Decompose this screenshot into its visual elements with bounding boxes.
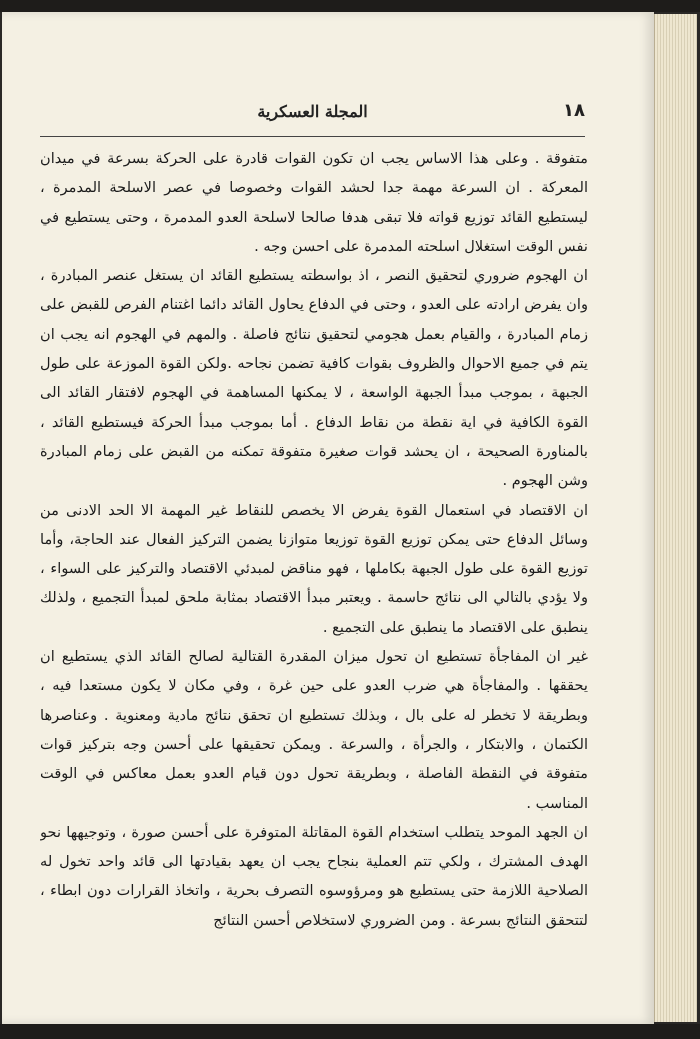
paragraph: ان الجهد الموحد يتطلب استخدام القوة المقاتلة المتوفرة على أحسن صورة ، وتوجيهها نحو الهدف المشترك ، ولكي تتم العملية بنجاح يجب ان يعهد بقيادتها الى قائد واحد تخول له الصلاحية اللازمة حتى يستطيع هو ومرؤوسوه التصرف بحرية ، واتخاذ القرارات دون ابطاء ، لتتحقق النتائج بسرعة . ومن الضروري لاستخلاص أحسن النتائج: [40, 823, 588, 929]
page-stack-edge: [654, 14, 697, 1022]
journal-title: المجلة العسكرية: [257, 102, 368, 121]
running-header: [40, 100, 585, 134]
header-divider: [40, 136, 585, 137]
scan-border-bottom: [0, 1024, 700, 1039]
scan-border-top: [0, 0, 700, 12]
paragraph: متفوقة . وعلى هذا الاساس يجب ان تكون القوات قادرة على الحركة بسرعة في ميدان المعركة . ان السرعة مهمة جدا لحشد القوات وخصوصا في عصر الاسلحة المدمرة ، ليستطيع القائد توزيع قواته فلا تبقى هدفا صالحا لاسلحة العدو المدمرة ، وحتى يستطيع في نفس الوقت استغلال اسلحته المدمرة على احسن وجه .: [40, 150, 588, 255]
paragraph: ان الهجوم ضروري لتحقيق النصر ، اذ بواسطته يستطيع القائد ان يستغل عنصر المبادرة ، وان يفرض ارادته على العدو ، وحتى في الدفاع يحاول القائد دائما اغتنام الفرص للقبض على زمام المبادرة ، والقيام بعمل هجومي لتحقيق نتائج فاصلة . والمهم في الهجوم انه يجب ان يتم في جميع الاحوال والظروف بقوات كافية تضمن نجاحه .ولكن القوة الموزعة على طول الجبهة ، بموجب مبدأ الجبهة الواسعة ، لا يمكنها المساهمة في الهجوم لافتقار القائد الى القوة الكافية في اية نقطة من نقاط الدفاع . أما بموجب مبدأ الحركة فيستطيع القائد ، بالمناورة الصحيحة ، ان يحشد قوات صغيرة متفوقة تمكنه من القبض على زمام المبادرة وشن الهجوم .: [40, 267, 588, 490]
paragraph: غير ان المفاجأة تستطيع ان تحول ميزان المقدرة القتالية لصالح القائد الذي يستطيع ان يحققها . والمفاجأة هي ضرب العدو على حين غرة ، وفي مكان لا يكون مستعدا فيه ، وبطريقة لا تخطر له على بال ، وبذلك تستطيع ان تحقق نتائج مادية ومعنوية . وعناصرها الكتمان ، والابتكار ، والجرأة ، والسرعة . ويمكن تحقيقها على أحسن وجه بتركيز قوات متفوقة في النقطة الفاصلة ، وبطريقة تحول دون قيام العدو بعمل معاكس في الوقت المناسب .: [40, 648, 588, 812]
page-number: ١٨: [563, 100, 585, 121]
article-body: [40, 144, 588, 1014]
paragraph: ان الاقتصاد في استعمال القوة يفرض الا يخصص للنقاط غير المهمة الا الحد الادنى من وسائل الدفاع حتى يمكن توزيع القوة توزيعا متوازنا يضمن التركيز الفعال عند الحاجة، وأما توزيع القوة على طول الجبهة بكاملها ، فهو مناقض لمبدئي الاقتصاد والتركيز على السواء ، ولا يؤدي بالتالي الى نتائج حاسمة . ويعتبر مبدأ الاقتصاد بمثابة ملحق لمبدأ التجميع ، ولذلك ينطبق على الاقتصاد ما ينطبق على التجميع .: [40, 501, 588, 636]
